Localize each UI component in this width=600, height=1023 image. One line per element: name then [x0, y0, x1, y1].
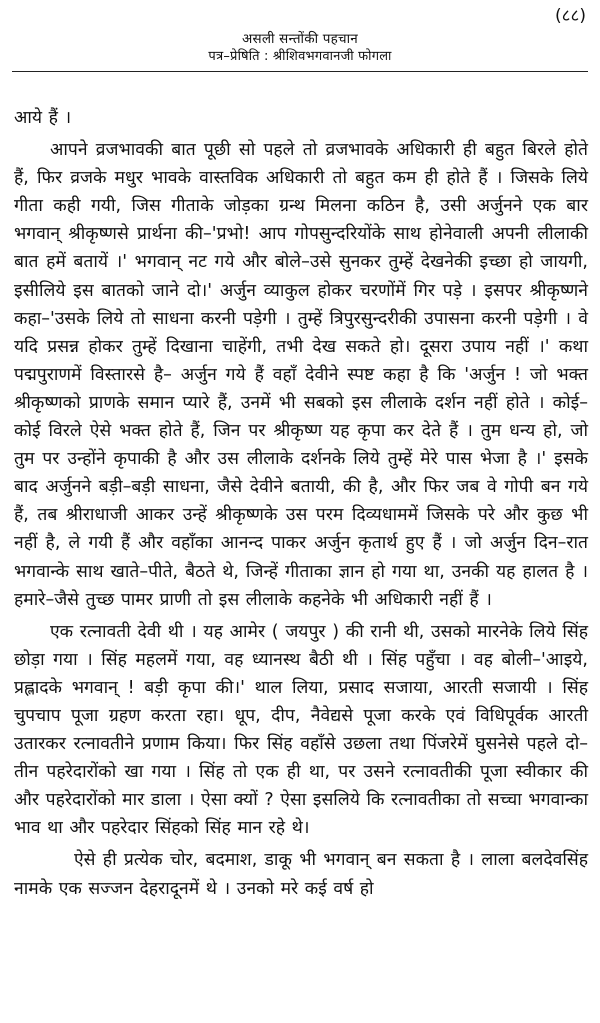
page-number: (८८) [555, 6, 586, 26]
paragraph: आये हैं । [14, 108, 72, 128]
body-text [14, 104, 588, 907]
running-header [0, 30, 600, 66]
letter-recipient: पत्र–प्रेषिति : श्रीशिवभगवानजी फोगला [208, 49, 392, 64]
paragraph: ऐसे ही प्रत्येक चोर, बदमाश, डाकू भी भगवान् बन सकता है । लाला बलदेवसिंह नामके एक सज्जन देहरादूनमें थे । उनको मरे कई वर्ष हो [14, 850, 588, 899]
chapter-title: असली सन्तोंकी पहचान [241, 31, 358, 47]
header-divider [12, 71, 588, 72]
paragraph: एक रत्नावती देवी थी । यह आमेर ( जयपुर ) की रानी थी, उसको मारनेके लिये सिंह छोड़ा गया । सिंह महलमें गया, वह ध्यानस्थ बैठी थी । सिंह पहुँचा । वह बोली–'आइये, प्रह्लादके भगवान् ! बड़ी कृपा की।' थाल लिया, प्रसाद सजाया, आरती सजायी । सिंह चुपचाप पूजा ग्रहण करता रहा। धूप, दीप, नैवेद्यसे पूजा करके एवं विधिपूर्वक आरती उतारकर रत्नावतीने प्रणाम किया। फिर सिंह वहाँसे उछला तथा पिंजरेमें घुसनेसे पहले दो–तीन पहरेदारोंको खा गया । सिंह तो एक ही था, पर उसने रत्नावतीकी पूजा स्वीकार की और पहरेदारोंको मार डाला । ऐसा क्यों ? ऐसा इसलिये कि रत्नावतीका तो सच्चा भगवान्का भाव था और पहरेदार सिंहको सिंह मान रहे थे। [14, 621, 588, 839]
paragraph: आपने व्रजभावकी बात पूछी सो पहले तो व्रजभावके अधिकारी ही बहुत बिरले होते हैं, फिर व्रजके मधुर भावके वास्तविक अधिकारी तो बहुत कम ही होते हैं । जिसके लिये गीता कही गयी, जिस गीताके जोड़का ग्रन्थ मिलना कठिन है, उसी अर्जुनने एक बार भगवान् श्रीकृष्णसे प्रार्थना की–'प्रभो! आप गोपसुन्दरियोंके साथ होनेवाली अपनी लीलाकी बात हमें बतायें ।' भगवान् नट गये और बोले–उसे सुनकर तुम्हें देखनेकी इच्छा हो जायगी, इसीलिये इस बातको जाने दो।' अर्जुन व्याकुल होकर चरणोंमें गिर पड़े । इसपर श्रीकृष्णने कहा–'उसके लिये तो साधना करनी पड़ेगी । तुम्हें त्रिपुरसुन्दरीकी उपासना करनी पड़ेगी । वे यदि प्रसन्न होकर तुम्हें दिखाना चाहेंगी, तभी देख सकते हो। दूसरा उपाय नहीं ।' कथा पद्मपुराणमें विस्तारसे है– अर्जुन गये हैं वहाँ देवीने स्पष्ट कहा है कि 'अर्जुन ! जो भक्त श्रीकृष्णको प्राणके समान प्यारे हैं, उनमें भी सबको इस लीलाके दर्शन नहीं होते । कोई–कोई विरले ऐसे भक्त होते हैं, जिन पर श्रीकृष्ण यह कृपा कर देते हैं । तुम धन्य हो, जो तुम पर उन्होंने कृपाकी है और उस लीलाके दर्शनके लिये तुम्हें मेरे पास भेजा है ।' इसके बाद अर्जुनने बड़ी–बड़ी साधना, जैसे देवीने बतायी, की है, और फिर जब वे गोपी बन गये हैं, तब श्रीराधाजी आकर उन्हें श्रीकृष्णके उस परम दिव्यधाममें जिसके परे और कुछ भी नहीं है, ले गयी हैं और वहाँका आनन्द पाकर अर्जुन कृतार्थ हुए हैं । जो अर्जुन दिन–रात भगवान्के साथ खाते–पीते, बैठते थे, जिन्हें गीताका ज्ञान हो गया था, उनकी यह हालत है । हमारे–जैसे तुच्छ पामर प्राणी तो इस लीलाके कहनेके भी अधिकारी नहीं हैं । [14, 140, 588, 610]
